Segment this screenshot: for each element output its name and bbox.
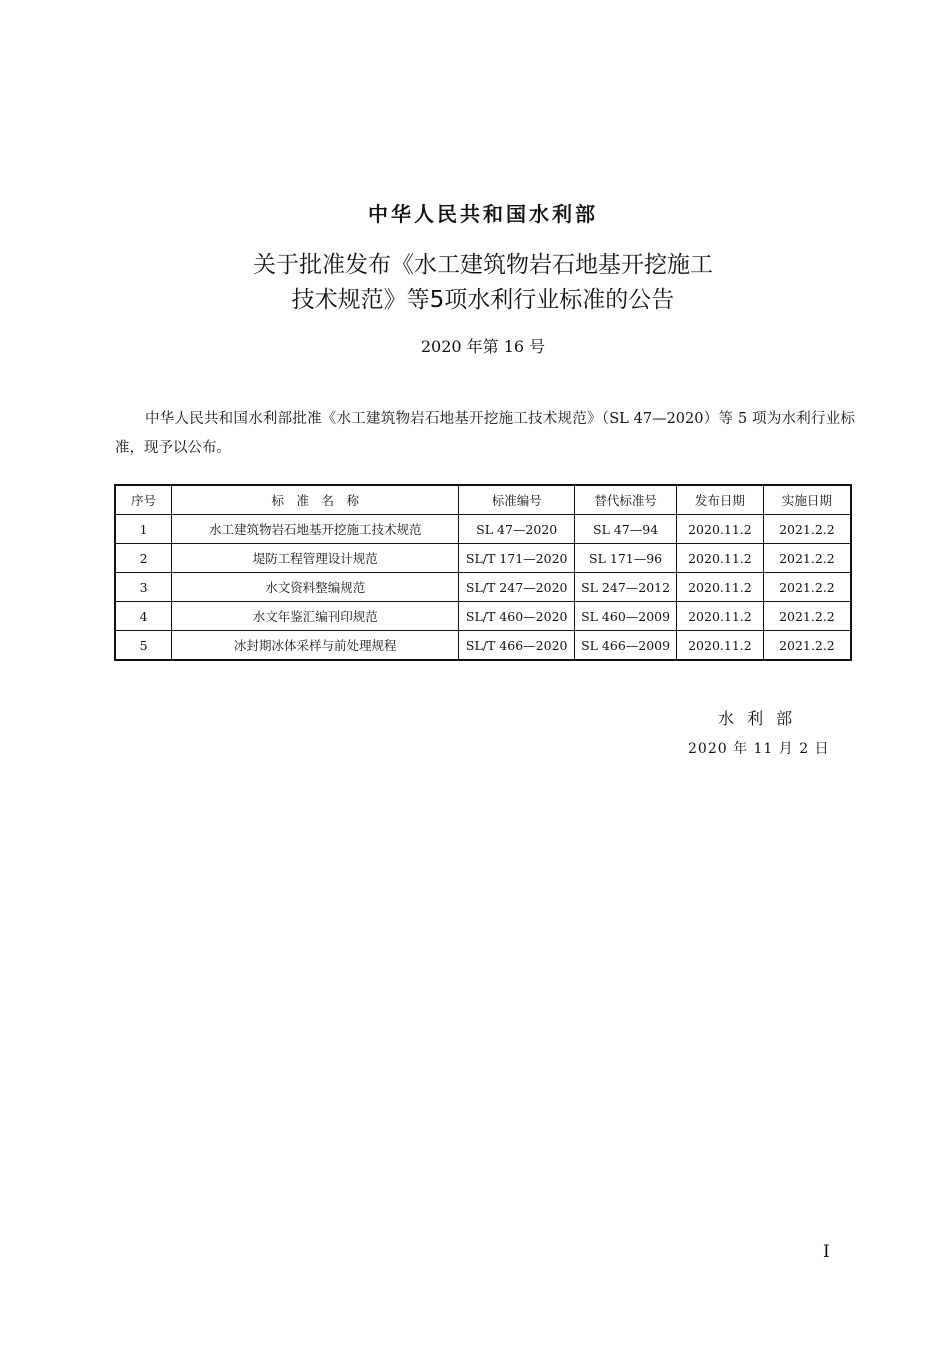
cell-seq: 5 [115,631,172,661]
cell-effective-date: 2021.2.2 [763,602,851,631]
cell-release-date: 2020.11.2 [677,544,764,573]
cell-release-date: 2020.11.2 [677,602,764,631]
cell-code: SL/T 247—2020 [459,573,575,602]
cell-seq: 4 [115,602,172,631]
title-line-1: 关于批准发布《水工建筑物岩石地基开挖施工 [253,252,713,278]
cell-code: SL/T 171—2020 [459,544,575,573]
cell-seq: 2 [115,544,172,573]
cell-replaced: SL 247—2012 [575,573,677,602]
table-row [115,544,851,573]
header-effective-date: 实施日期 [763,485,851,515]
header-replaced: 替代标准号 [575,485,677,515]
issuing-ministry: 中华人民共和国水利部 [368,202,598,226]
table-row [115,573,851,602]
header-name: 标 准 名 称 [172,485,459,515]
cell-code: SL/T 466—2020 [459,631,575,661]
cell-seq: 3 [115,573,172,602]
cell-replaced: SL 171—96 [575,544,677,573]
table-row [115,631,851,661]
announcement-title [0,248,950,318]
header-code: 标准编号 [459,485,575,515]
signature-date: 2020 年 11 月 2 日 [688,741,830,757]
cell-release-date: 2020.11.2 [677,573,764,602]
signature-organization: 水 利 部 [718,709,797,728]
cell-name: 水文年鉴汇编刊印规范 [172,602,459,631]
cell-replaced: SL 460—2009 [575,602,677,631]
cell-name: 水文资料整编规范 [172,573,459,602]
title-line-2: 技术规范》等5项水利行业标准的公告 [291,287,675,313]
standards-table [114,484,852,661]
cell-name: 水工建筑物岩石地基开挖施工技术规范 [172,515,459,544]
table-header-row [115,485,851,515]
page-number: I [823,1242,830,1262]
cell-replaced: SL 47—94 [575,515,677,544]
header-seq: 序号 [115,485,172,515]
cell-code: SL 47—2020 [459,515,575,544]
cell-name: 堤防工程管理设计规范 [172,544,459,573]
announcement-body: 中华人民共和国水利部批准《水工建筑物岩石地基开挖施工技术规范》（SL 47—2020）等 5 项为水利行业标准，现予以公布。 [115,411,855,456]
cell-release-date: 2020.11.2 [677,631,764,661]
table-row [115,602,851,631]
cell-name: 冰封期冰体采样与前处理规程 [172,631,459,661]
cell-effective-date: 2021.2.2 [763,515,851,544]
cell-release-date: 2020.11.2 [677,515,764,544]
table-row [115,515,851,544]
cell-seq: 1 [115,515,172,544]
cell-code: SL/T 460—2020 [459,602,575,631]
cell-replaced: SL 466—2009 [575,631,677,661]
cell-effective-date: 2021.2.2 [763,631,851,661]
cell-effective-date: 2021.2.2 [763,544,851,573]
cell-effective-date: 2021.2.2 [763,573,851,602]
header-release-date: 发布日期 [677,485,764,515]
document-number: 2020 年第 16 号 [420,337,546,356]
